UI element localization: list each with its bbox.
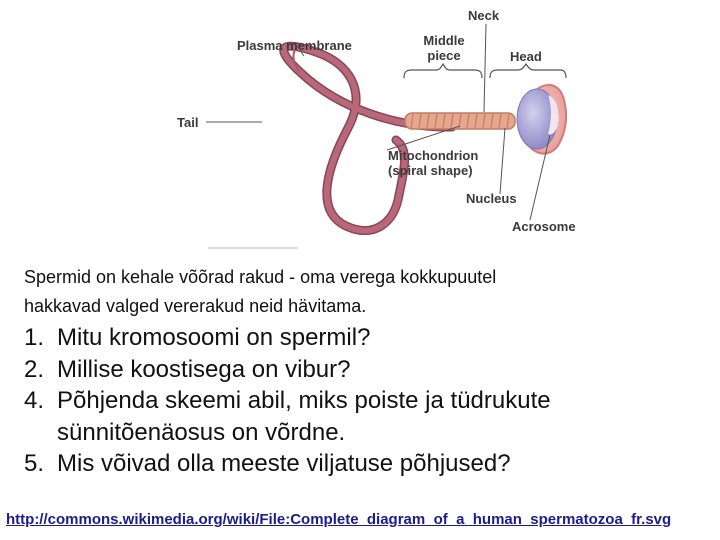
label-mitochondrion: [388, 148, 478, 178]
question-text: Millise koostisega on vibur?: [57, 355, 351, 383]
question-text: Mis võivad olla meeste viljatuse põhjused?: [57, 450, 511, 477]
question-number: 1.: [24, 324, 45, 351]
question-item: [24, 448, 714, 480]
label-middle-piece-line1: Middle: [423, 33, 465, 48]
spermatozoon-diagram: [0, 0, 720, 260]
question-list: [24, 322, 714, 480]
middle-piece-bracket: [404, 64, 482, 78]
label-neck: Neck: [468, 8, 500, 23]
label-tail: Tail: [177, 115, 199, 130]
head-bracket: [490, 64, 566, 78]
question-text: Mitu kromosoomi on spermil?: [57, 324, 371, 351]
tail-shape: [284, 46, 452, 230]
label-plasma-membrane: Plasma membrane: [237, 38, 352, 53]
label-mitochondrion-line2: (spiral shape): [388, 163, 473, 178]
question-number: 4.: [24, 387, 45, 414]
intro-line-2: hakkavad valged vererakud neid hävitama.: [24, 296, 367, 316]
question-text: Põhjenda skeemi abil, miks poiste ja tüdrukute: [57, 387, 551, 414]
question-item: [24, 354, 714, 386]
label-head: Head: [510, 49, 542, 64]
tail-shape-fill: [284, 46, 452, 230]
copyright-mark: [208, 247, 298, 249]
question-number: 5.: [24, 450, 45, 477]
intro-text: [24, 263, 704, 321]
label-mitochondrion-line1: Mitochondrion: [388, 148, 479, 163]
question-item: [24, 322, 714, 354]
label-acrosome: Acrosome: [512, 219, 576, 234]
label-middle-piece: [416, 33, 472, 63]
label-middle-piece-line2: piece: [427, 48, 461, 63]
question-continuation: sünnitõenäosus on võrdne.: [57, 418, 346, 446]
question-item: [24, 385, 714, 417]
source-link[interactable]: http://commons.wikimedia.org/wiki/File:Complete_diagram_of_a_human_spermatozoa_fr.svg: [6, 511, 672, 528]
question-number: 2.: [24, 355, 45, 383]
intro-line-1: Spermid on kehale võõrad rakud - oma verega kokkupuutel: [24, 267, 497, 287]
label-nucleus: Nucleus: [466, 191, 517, 206]
